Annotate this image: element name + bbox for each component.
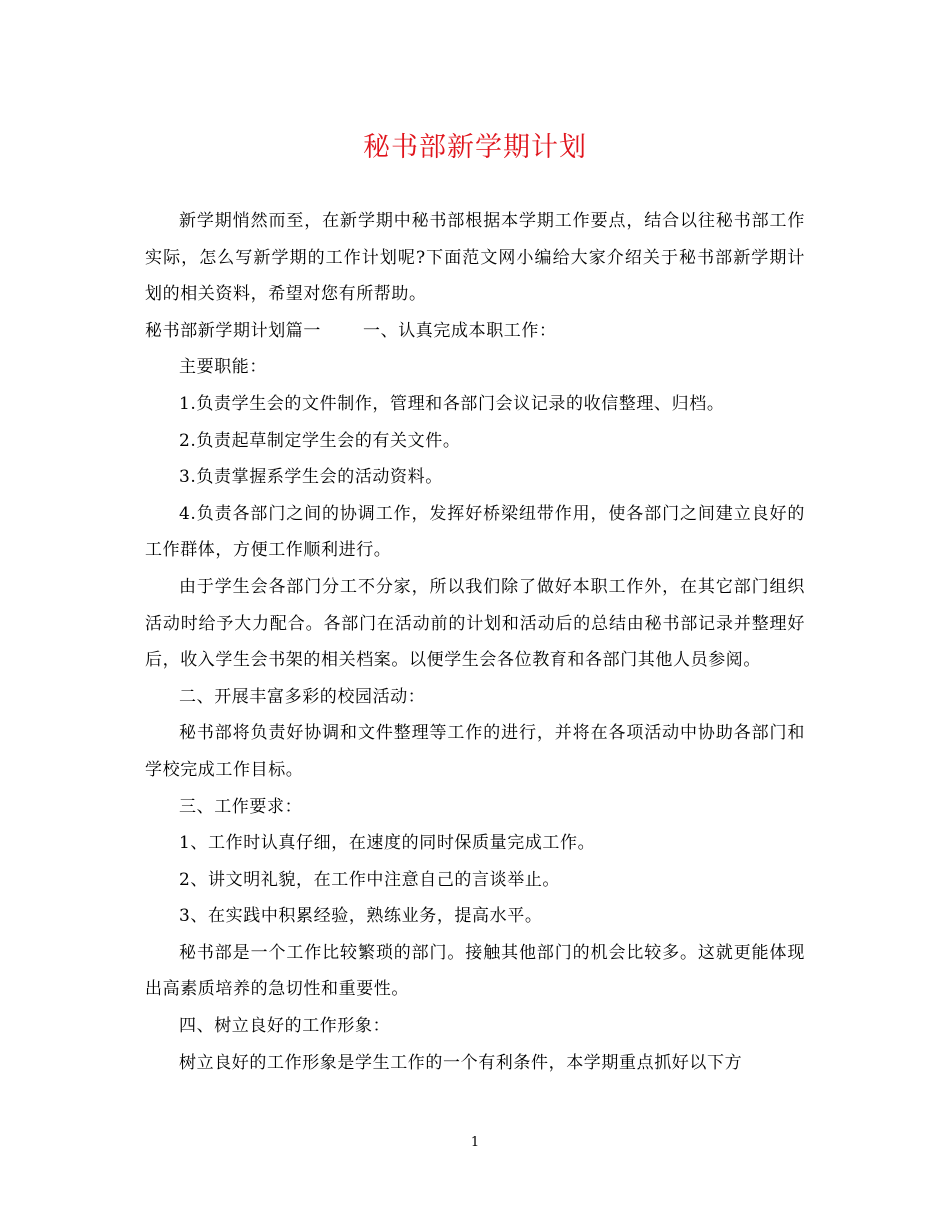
section-heading-title: 秘书部新学期计划篇一 [145,320,321,341]
paragraph-department-note: 秘书部是一个工作比较繁琐的部门。接触其他部门的机会比较多。这就更能体现出高素质培养的急切性和重要性。 [145,942,805,1000]
paragraph-duty-1: 1.负责学生会的文件制作，管理和各部门会议记录的收信整理、归档。 [179,393,725,414]
document-title: 秘书部新学期计划 [363,132,587,163]
paragraph-requirement-3: 3、在实践中积累经验，熟练业务，提高水平。 [179,906,543,927]
paragraph-activities: 秘书部将负责好协调和文件整理等工作的进行，并将在各项活动中协助各部门和学校完成工作目标。 [145,723,805,780]
paragraph-duties-label: 主要职能： [179,357,267,378]
document-body [145,203,805,1081]
paragraph-duty-3: 3.负责掌握系学生会的活动资料。 [179,467,443,488]
section-heading-line [145,313,805,350]
intro-paragraph: 新学期悄然而至，在新学期中秘书部根据本学期工作要点，结合以往秘书部工作实际，怎么写新学期的工作计划呢?下面范文网小编给大家介绍关于秘书部新学期计划的相关资料，希望对您有所帮助。 [145,211,805,305]
heading-section-3: 三、工作要求： [179,796,303,817]
paragraph-cooperation: 由于学生会各部门分工不分家，所以我们除了做好本职工作外，在其它部门组织活动时给予大力配合。各部门在活动前的计划和活动后的总结由秘书部记录并整理好后，收入学生会书架的相关档案。以便学生会各位教育和各部门其他人员参阅。 [145,576,805,671]
heading-section-4: 四、树立良好的工作形象： [179,1016,391,1037]
heading-section-2: 二、开展丰富多彩的校园活动： [179,686,426,707]
paragraph-requirement-1: 1、工作时认真仔细，在速度的同时保质量完成工作。 [179,833,596,854]
paragraph-duty-4: 4.负责各部门之间的协调工作，发挥好桥梁纽带作用，使各部门之间建立良好的工作群体，方便工作顺利进行。 [145,503,805,561]
section-heading-subtitle: 一、认真完成本职工作： [363,320,557,341]
page-number: 1 [470,1135,480,1150]
paragraph-image: 树立良好的工作形象是学生工作的一个有利条件，本学期重点抓好以下方 [179,1052,743,1073]
paragraph-requirement-2: 2、讲文明礼貌，在工作中注意自己的言谈举止。 [179,869,561,890]
paragraph-duty-2: 2.负责起草制定学生会的有关文件。 [179,430,461,451]
